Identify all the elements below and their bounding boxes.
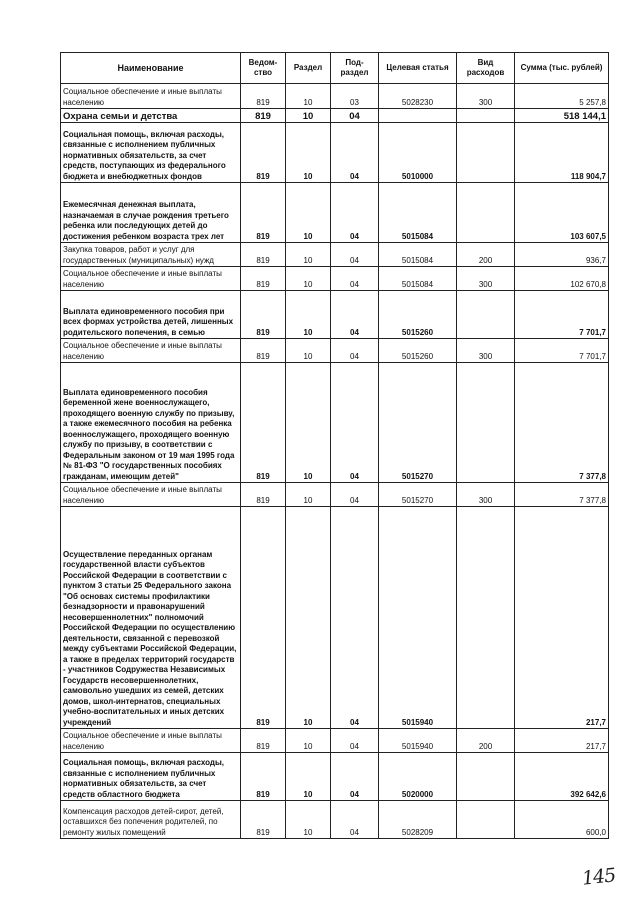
cell-podrazdel: 04 <box>331 507 379 729</box>
table-row <box>61 339 609 363</box>
cell-summa: 217,7 <box>515 729 609 753</box>
cell-podrazdel: 04 <box>331 483 379 507</box>
cell-summa: 7 701,7 <box>515 339 609 363</box>
header-podrazdel: Под-раздел <box>331 53 379 84</box>
cell-name: Социальная помощь, включая расходы, связанные с исполнением публичных нормативных обязательств, за счет средств, поступающих из федерального бюджета и внебюджетных фондов <box>61 123 241 183</box>
cell-summa: 103 607,5 <box>515 183 609 243</box>
cell-podrazdel: 04 <box>331 243 379 267</box>
cell-name: Охрана семьи и детства <box>61 109 241 123</box>
header-razdel: Раздел <box>286 53 331 84</box>
cell-vid: 300 <box>457 84 515 109</box>
cell-vid: 200 <box>457 729 515 753</box>
cell-razdel: 10 <box>286 123 331 183</box>
cell-ved: 819 <box>241 339 286 363</box>
cell-name: Социальное обеспечение и иные выплаты населению <box>61 729 241 753</box>
cell-ved: 819 <box>241 729 286 753</box>
cell-name: Ежемесячная денежная выплата, назначаемая в случае рождения третьего ребенка или последующих детей до достижения ребенком возраста трех лет <box>61 183 241 243</box>
cell-podrazdel: 04 <box>331 123 379 183</box>
cell-summa: 518 144,1 <box>515 109 609 123</box>
cell-summa: 600,0 <box>515 801 609 839</box>
cell-razdel: 10 <box>286 507 331 729</box>
cell-celevaya <box>379 109 457 123</box>
table-row <box>61 363 609 483</box>
header-vid: Вид расходов <box>457 53 515 84</box>
cell-ved: 819 <box>241 123 286 183</box>
table-row <box>61 183 609 243</box>
cell-ved: 819 <box>241 291 286 339</box>
cell-ved: 819 <box>241 243 286 267</box>
cell-name: Выплата единовременного пособия беременной жене военнослужащего, проходящего военную службу по призыву, а также ежемесячного пособия на ребенка военнослужащего, проходящего военную службу по призыву, в соответствии с Федеральным законом от 19 мая 1995 года № 81-ФЗ "О государственных пособиях гражданам, имеющим детей" <box>61 363 241 483</box>
cell-vid <box>457 291 515 339</box>
cell-summa: 5 257,8 <box>515 84 609 109</box>
table-row <box>61 801 609 839</box>
cell-celevaya: 5015084 <box>379 183 457 243</box>
cell-celevaya: 5015940 <box>379 507 457 729</box>
cell-razdel: 10 <box>286 84 331 109</box>
cell-celevaya: 5015270 <box>379 483 457 507</box>
cell-name: Закупка товаров, работ и услуг для государственных (муниципальных) нужд <box>61 243 241 267</box>
cell-summa: 118 904,7 <box>515 123 609 183</box>
table-row <box>61 109 609 123</box>
cell-podrazdel: 03 <box>331 84 379 109</box>
cell-razdel: 10 <box>286 753 331 801</box>
page-number: 145 <box>580 864 617 890</box>
cell-podrazdel: 04 <box>331 267 379 291</box>
cell-name: Выплата единовременного пособия при всех формах устройства детей, лишенных родительского попечения, в семью <box>61 291 241 339</box>
header-summa: Сумма (тыс. рублей) <box>515 53 609 84</box>
cell-podrazdel: 04 <box>331 109 379 123</box>
cell-razdel: 10 <box>286 243 331 267</box>
cell-vid <box>457 363 515 483</box>
cell-ved: 819 <box>241 363 286 483</box>
cell-razdel: 10 <box>286 801 331 839</box>
table-row <box>61 483 609 507</box>
cell-celevaya: 5015260 <box>379 291 457 339</box>
header-ved: Ведом-ство <box>241 53 286 84</box>
cell-razdel: 10 <box>286 291 331 339</box>
header-celevaya: Целевая статья <box>379 53 457 84</box>
cell-celevaya: 5015084 <box>379 243 457 267</box>
cell-ved: 819 <box>241 753 286 801</box>
cell-razdel: 10 <box>286 363 331 483</box>
cell-ved: 819 <box>241 483 286 507</box>
cell-podrazdel: 04 <box>331 183 379 243</box>
table-row <box>61 84 609 109</box>
cell-name: Социальное обеспечение и иные выплаты населению <box>61 267 241 291</box>
cell-podrazdel: 04 <box>331 291 379 339</box>
header-name: Наименование <box>61 53 241 84</box>
cell-razdel: 10 <box>286 339 331 363</box>
cell-razdel: 10 <box>286 109 331 123</box>
cell-summa: 102 670,8 <box>515 267 609 291</box>
cell-summa: 7 701,7 <box>515 291 609 339</box>
cell-summa: 217,7 <box>515 507 609 729</box>
cell-razdel: 10 <box>286 183 331 243</box>
cell-vid: 300 <box>457 339 515 363</box>
cell-podrazdel: 04 <box>331 363 379 483</box>
cell-ved: 819 <box>241 84 286 109</box>
cell-podrazdel: 04 <box>331 753 379 801</box>
table-row <box>61 291 609 339</box>
cell-ved: 819 <box>241 507 286 729</box>
cell-name: Компенсация расходов детей-сирот, детей, оставшихся без попечения родителей, по ремонту жилых помещений <box>61 801 241 839</box>
cell-name: Осуществление переданных органам государственной власти субъектов Российской Федерации в соответствии с пунктом 3 статьи 25 Федерального закона "Об основах системы профилактики безнадзорности и правонарушений несовершеннолетних" полномочий Российской Федерации по осуществлению деятельности, связанной с перевозкой между субъектами Российской Федерации, а также в пределах территорий государств - участников Содружества Независимых Государств несовершеннолетних, самовольно ушедших из семей, детских домов, школ-интернатов, специальных учебно-воспитательных и иных детских учреждений <box>61 507 241 729</box>
cell-celevaya: 5015260 <box>379 339 457 363</box>
cell-razdel: 10 <box>286 267 331 291</box>
cell-name: Социальная помощь, включая расходы, связанные с исполнением публичных нормативных обязательств, за счет средств областного бюджета <box>61 753 241 801</box>
cell-vid <box>457 801 515 839</box>
table-row <box>61 267 609 291</box>
cell-vid: 200 <box>457 243 515 267</box>
table-row <box>61 753 609 801</box>
cell-vid <box>457 753 515 801</box>
cell-vid <box>457 123 515 183</box>
table-row <box>61 243 609 267</box>
cell-summa: 392 642,6 <box>515 753 609 801</box>
cell-vid: 300 <box>457 267 515 291</box>
cell-ved: 819 <box>241 183 286 243</box>
cell-vid: 300 <box>457 483 515 507</box>
cell-podrazdel: 04 <box>331 729 379 753</box>
cell-name: Социальное обеспечение и иные выплаты населению <box>61 84 241 109</box>
cell-celevaya: 5010000 <box>379 123 457 183</box>
cell-celevaya: 5015940 <box>379 729 457 753</box>
cell-celevaya: 5020000 <box>379 753 457 801</box>
cell-podrazdel: 04 <box>331 339 379 363</box>
cell-celevaya: 5028230 <box>379 84 457 109</box>
cell-vid <box>457 507 515 729</box>
cell-celevaya: 5015084 <box>379 267 457 291</box>
cell-celevaya: 5028209 <box>379 801 457 839</box>
cell-vid <box>457 109 515 123</box>
table-row <box>61 507 609 729</box>
cell-summa: 7 377,8 <box>515 483 609 507</box>
cell-name: Социальное обеспечение и иные выплаты населению <box>61 483 241 507</box>
cell-ved: 819 <box>241 109 286 123</box>
cell-celevaya: 5015270 <box>379 363 457 483</box>
cell-ved: 819 <box>241 801 286 839</box>
cell-vid <box>457 183 515 243</box>
budget-table <box>60 52 609 839</box>
cell-name: Социальное обеспечение и иные выплаты населению <box>61 339 241 363</box>
table-row <box>61 123 609 183</box>
cell-razdel: 10 <box>286 729 331 753</box>
table-header-row <box>61 53 609 84</box>
cell-razdel: 10 <box>286 483 331 507</box>
table-row <box>61 729 609 753</box>
cell-summa: 936,7 <box>515 243 609 267</box>
cell-podrazdel: 04 <box>331 801 379 839</box>
cell-ved: 819 <box>241 267 286 291</box>
cell-summa: 7 377,8 <box>515 363 609 483</box>
